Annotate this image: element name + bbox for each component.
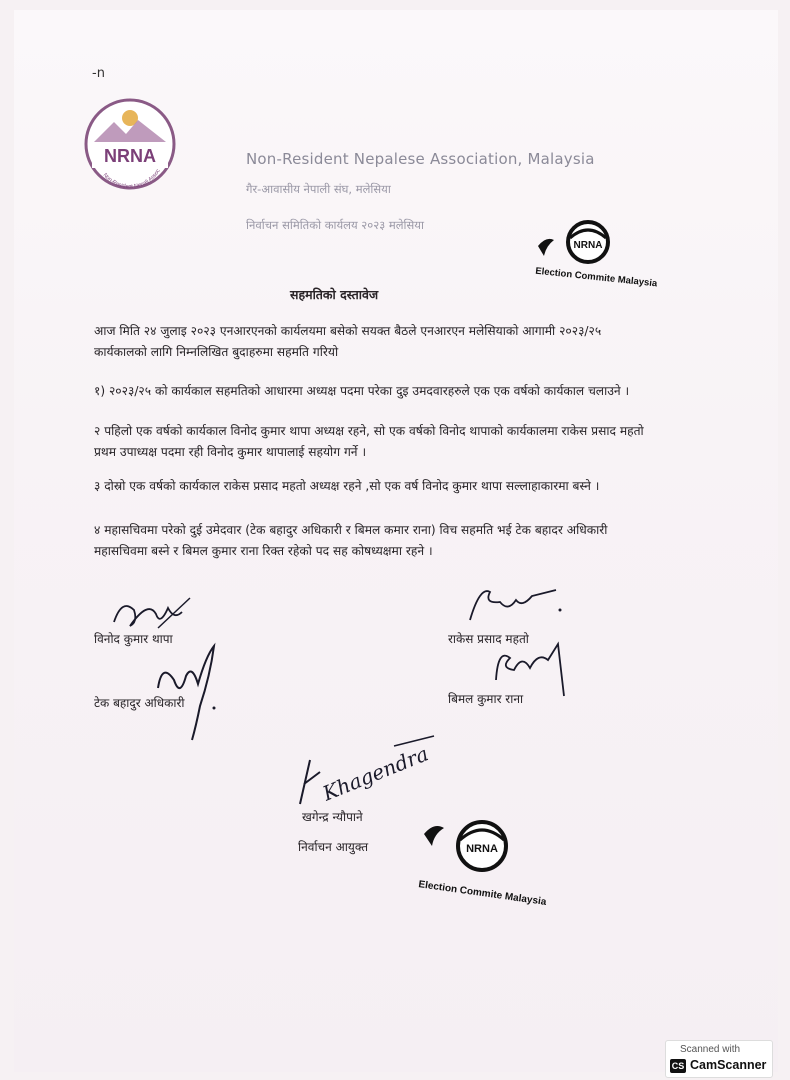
camscanner-brand: CamScanner	[690, 1058, 767, 1072]
election-committee-stamp	[532, 216, 660, 294]
signature-khagendra-text: Khagendra	[319, 741, 432, 806]
camscanner-icon: CS	[671, 1061, 685, 1071]
signatory-name-vinod: विनोद कुमार थापा	[94, 632, 173, 646]
stamp-caption: Election Commite Malaysia	[534, 265, 658, 290]
paragraph-point-2: २ पहिलो एक वर्षको कार्यकाल विनोद कुमार थापा अध्यक्ष रहने, सो एक वर्षको विनोद थापाको कार्यकालमा राकेस प्रसाद महतो प्रथम उपाध्यक्ष पदमा रही विनोद कुमार थापालाई सहयोग गर्ने ।	[94, 424, 644, 459]
signatory-name-khagendra: खगेन्द्र न्यौपाने	[302, 810, 363, 824]
stamp-bottom-logo-text: NRNA	[466, 843, 498, 855]
nrna-logo	[80, 96, 180, 192]
paragraph-intro: आज मिति २४ जुलाइ २०२३ एनआरएनको कार्यलयमा बसेको सयक्त बैठले एनआरएन मलेसियाको आगामी २०२३/२५ कार्यकालको लागि निम्नलिखित बुदाहरुमा सहमति गरियो	[94, 324, 602, 359]
signatory-role-khagendra: निर्वाचन आयुक्त	[298, 840, 369, 854]
logo-arc-text: Non-Resident Nepali Assoc	[101, 168, 162, 191]
stamp-bottom-caption: Election Commite Malaysia	[418, 879, 547, 908]
org-name-en: Non-Resident Nepalese Association, Malaysia	[246, 150, 595, 168]
camscanner-watermark	[665, 1040, 773, 1078]
signatory-name-tek: टेक बहादुर अधिकारी	[94, 696, 185, 710]
signature-khagendra	[290, 724, 440, 810]
signatory-name-rakes: राकेस प्रसाद महतो	[448, 632, 529, 646]
signature-rakes	[460, 582, 570, 626]
committee-name-ne: निर्वाचन समितिको कार्यलय २०२३ मलेसिया	[246, 218, 424, 232]
signature-tek	[152, 636, 232, 746]
paragraph-point-3: ३ दोस्रो एक वर्षको कार्यकाल राकेस प्रसाद महतो अध्यक्ष रहने ,सो एक वर्ष विनोद कुमार थापा सल्लाहाकारमा बस्ने ।	[94, 479, 600, 493]
election-committee-stamp-bottom	[418, 812, 548, 908]
paragraph-point-1: १) २०२३/२५ को कार्यकाल सहमतिको आधारमा अध्यक्ष पदमा परेका दुइ उमदवारहरुले एक एक वर्षको कार्यकाल चलाउने ।	[94, 384, 630, 398]
stamp-logo-text: NRNA	[573, 240, 603, 251]
signatory-name-bimal: बिमल कुमार राना	[448, 692, 524, 706]
corner-mark: -n	[92, 66, 105, 81]
logo-text: NRNA	[104, 146, 156, 166]
scanned-with-label: Scanned with	[680, 1044, 741, 1055]
document-title: सहमतिको दस्तावेज	[290, 287, 379, 302]
paragraph-point-4: ४ महासचिवमा परेको दुई उमेदवार (टेक बहादुर अधिकारी र बिमल कमार राना) विच सहमति भई टेक बहादर अधिकारी महासचिवमा बस्ने र बिमल कुमार राना रिक्त रहेको पद सह कोषध्यक्षमा रहने ।	[94, 523, 608, 558]
org-name-ne: गैर-आवासीय नेपाली संघ, मलेसिया	[246, 182, 391, 196]
